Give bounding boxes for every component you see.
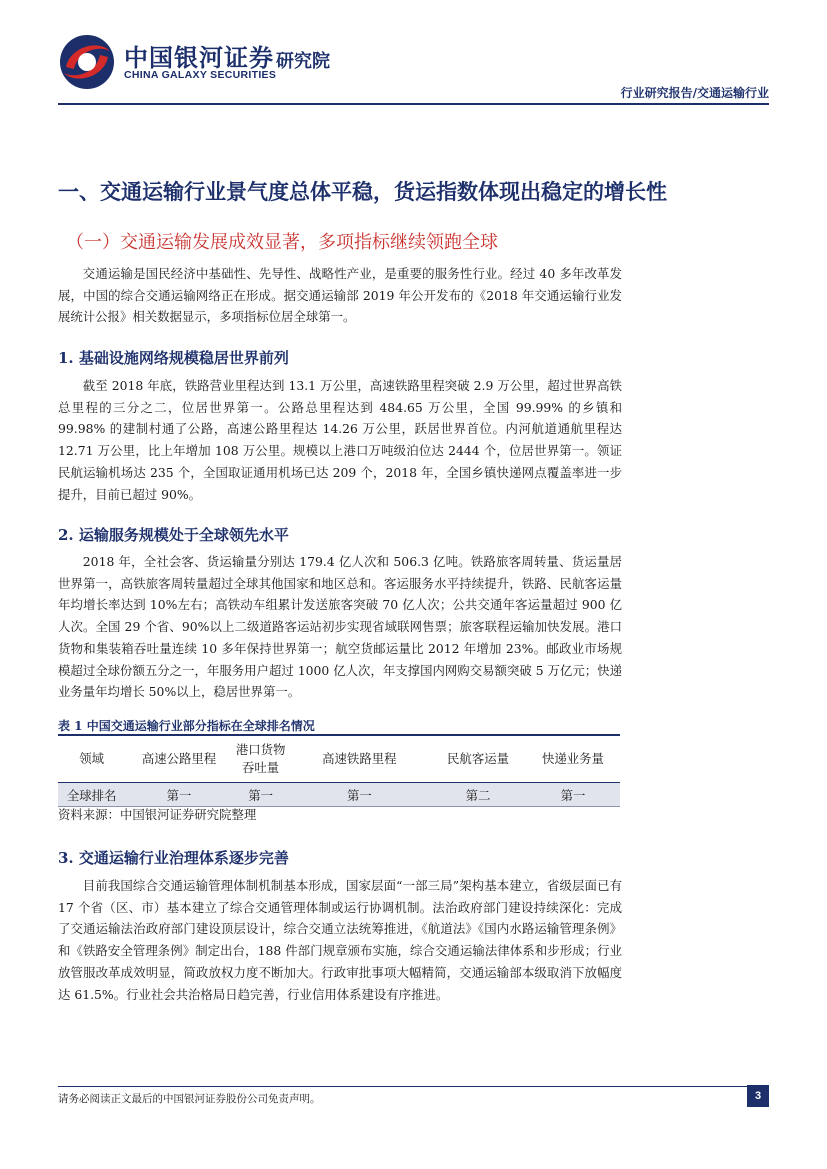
brand-name-cn: 中国银河证券 <box>124 44 274 72</box>
table-cell: 第一 <box>289 783 431 807</box>
brand-name-en: CHINA GALAXY SECURITIES <box>124 69 277 81</box>
item2-heading: 2. 运输服务规模处于全球领先水平 <box>58 526 289 544</box>
header-divider <box>58 103 769 105</box>
table-header-cell: 港口货物吞吐量 <box>233 735 289 783</box>
table-row <box>58 783 620 807</box>
item1-paragraph: 截至 2018 年底，铁路营业里程达到 13.1 万公里，高速铁路里程突破 2.9 万公里，超过世界高铁总里程的三分之二，位居世界第一。公路总里程达到 484.65 万公里，全国 99.99% 的乡镇和 99.98% 的建制村通了公路，高速公路里程达 14.26 万公里，跃居世界首位。内河航道通航里程达 12.71 万公里，比上年增加 108 万公里。规模以上港口万吨级泊位达 2444 个，位居世界第一。领证民航运输机场达 235 个，全国取证通用机场已达 209 个，2018 年，全国乡镇快递网点覆盖率进一步提升，目前已超过 90%。 <box>58 378 622 502</box>
item3-heading: 3. 交通运输行业治理体系逐步完善 <box>58 849 289 867</box>
table-cell: 第一 <box>526 783 620 807</box>
subsection-title: （一）交通运输发展成效显著，多项指标继续领跑全球 <box>66 232 498 253</box>
table-header-cell: 民航客运量 <box>430 735 526 783</box>
page-number: 3 <box>747 1085 769 1107</box>
table-cell: 全球排名 <box>58 783 125 807</box>
intro-paragraph: 交通运输是国民经济中基础性、先导性、战略性产业，是重要的服务性行业。经过 40 多年改革发展，中国的综合交通运输网络正在形成。据交通运输部 2019 年公开发布的《2018 年交通运输行业发展统计公报》相关数据显示，多项指标位居全球第一。 <box>58 266 622 325</box>
table-header-row <box>58 735 620 783</box>
table-header-cell: 高速铁路里程 <box>289 735 431 783</box>
table-header-cell: 领域 <box>58 735 125 783</box>
item1-heading: 1. 基础设施网络规模稳居世界前列 <box>58 349 289 367</box>
galaxy-logo-icon <box>58 33 116 91</box>
company-logo <box>58 33 348 93</box>
item2-paragraph: 2018 年，全社会客、货运输量分别达 179.4 亿人次和 506.3 亿吨。铁路旅客周转量、货运量居世界第一，高铁旅客周转量超过全球其他国家和地区总和。客运服务水平持续提升，铁路、民航客运量年均增长率达到 10%左右；高铁动车组累计发送旅客突破 70 亿人次；公共交通年客运量超过 900 亿人次。全国 29 个省、90%以上二级道路客运站初步实现省域联网售票；旅客联程运输加快发展。港口货物和集装箱吞吐量连续 10 多年保持世界第一；航空货邮运量比 2012 年增加 23%。邮政业市场规模超过全球份额五分之一，年服务用户超过 1000 亿人次，年支撑国内网购交易额突破 5 万亿元；快递业务量年均增长 50%以上，稳居世界第一。 <box>58 554 622 700</box>
table-header-cell: 快递业务量 <box>526 735 620 783</box>
ranking-table <box>58 734 620 807</box>
footer-divider <box>58 1086 769 1087</box>
brand-institute: 研究院 <box>276 51 330 72</box>
table-cell: 第一 <box>233 783 289 807</box>
footer-disclaimer: 请务必阅读正文最后的中国银河证券股份公司免责声明。 <box>58 1093 321 1105</box>
item3-paragraph: 目前我国综合交通运输管理体制机制基本形成，国家层面“一部三局”架构基本建立，省级层面已有 17 个省（区、市）基本建立了综合交通管理体制或运行协调机制。法治政府部门建设持续深化：完成了交通运输法治政府部门建设顶层设计，综合交通立法统筹推进，《航道法》《国内水路运输管理条例》和《铁路安全管理条例》制定出台，188 件部门规章颁布实施，综合交通运输法律体系和步形成；行业放管服改革成效明显，简政放权力度不断加大。行政审批事项大幅精简，交通运输部本级取消下放幅度达 61.5%。行业社会共治格局日趋完善，行业信用体系建设有序推进。 <box>58 878 622 1002</box>
table-header-cell: 高速公路里程 <box>125 735 232 783</box>
table-caption: 表 1 中国交通运输行业部分指标在全球排名情况 <box>58 719 315 733</box>
table-cell: 第二 <box>430 783 526 807</box>
report-category: 行业研究报告/交通运输行业 <box>620 86 769 100</box>
table-source: 资料来源：中国银河证券研究院整理 <box>58 807 257 822</box>
section-title: 一、交通运输行业景气度总体平稳，货运指数体现出稳定的增长性 <box>58 179 667 204</box>
table-cell: 第一 <box>125 783 232 807</box>
